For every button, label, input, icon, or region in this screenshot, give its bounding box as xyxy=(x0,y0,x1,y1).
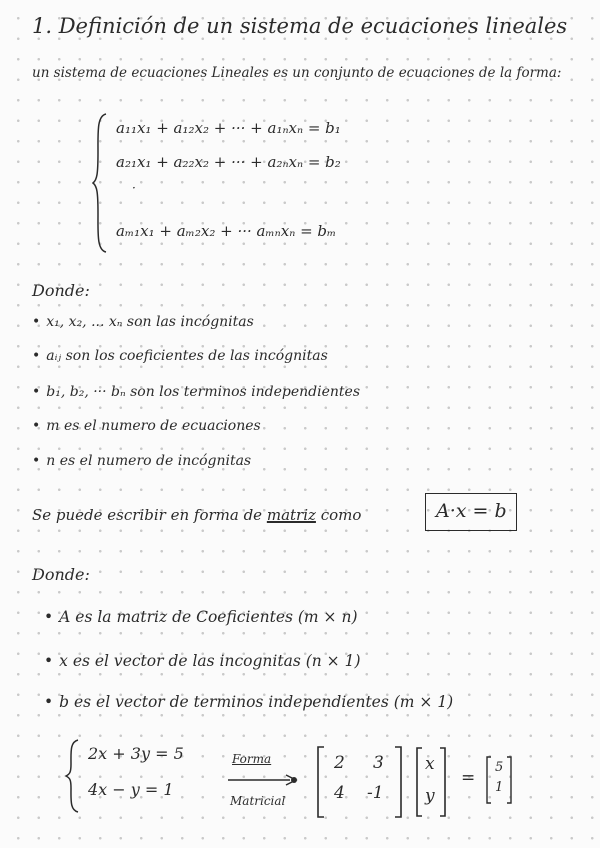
bullet-A: • A es la matriz de Coeficientes (m × n) xyxy=(44,608,358,626)
bullet-m: • m es el numero de ecuaciones xyxy=(32,418,261,434)
system-equation-m: aₘ₁x₁ + aₘ₂x₂ + ··· aₘₙxₙ = bₘ xyxy=(116,222,337,240)
vector-b-cell: 5 xyxy=(495,760,504,775)
equals-sign: = xyxy=(461,768,476,788)
bullet-b: • b es el vector de terminos independientes (m × 1) xyxy=(44,693,454,711)
vector-x-cell: x xyxy=(425,754,435,774)
donde-heading-2: Donde: xyxy=(32,565,90,584)
bullet-terminos: • b₁, b₂, ··· bₙ son los terminos independientes xyxy=(32,384,361,400)
vector-b xyxy=(484,755,514,805)
bullet-x: • x es el vector de las incognitas (n × 1) xyxy=(44,652,361,670)
system-equation-2: a₂₁x₁ + a₂₂x₂ + ··· + a₂ₙxₙ = b₂ xyxy=(116,153,341,171)
vector-x xyxy=(414,746,448,818)
arrow-icon xyxy=(226,772,302,788)
system-brace xyxy=(92,112,108,254)
arrow-label-matricial: Matricial xyxy=(230,794,286,808)
matrix-sentence: Se puede escribir en forma de matriz como xyxy=(32,506,362,524)
bullet-coeficientes: • aᵢⱼ son los coeficientes de las incógnitas xyxy=(32,348,328,364)
boxed-equation: A·x = b xyxy=(425,493,517,531)
arrow-label-forma: Forma xyxy=(232,752,272,766)
example-eq-2: 4x − y = 1 xyxy=(88,780,174,799)
matrix-A-cell: 3 xyxy=(373,753,384,773)
vector-x-cell: y xyxy=(425,786,435,806)
matriz-word: matriz xyxy=(266,506,316,524)
bullet-n: • n es el numero de incógnitas xyxy=(32,453,252,469)
vertical-dots: · xyxy=(132,181,136,195)
intro-text: un sistema de ecuaciones Lineales es un conjunto de ecuaciones de la forma: xyxy=(32,65,562,81)
donde-heading-1: Donde: xyxy=(32,281,90,300)
vector-b-cell: 1 xyxy=(495,780,504,795)
matrix-A-cell: -1 xyxy=(367,783,384,803)
page-title: 1. Definición de un sistema de ecuaciones lineales xyxy=(32,14,568,38)
example-brace xyxy=(64,738,80,814)
matrix-A xyxy=(315,745,405,819)
system-equation-1: a₁₁x₁ + a₁₂x₂ + ··· + a₁ₙxₙ = b₁ xyxy=(116,119,341,137)
matrix-A-cell: 4 xyxy=(334,783,345,803)
example-eq-1: 2x + 3y = 5 xyxy=(88,744,184,763)
bullet-incognitas: • x₁, x₂, ... xₙ son las incógnitas xyxy=(32,314,254,330)
matrix-A-cell: 2 xyxy=(334,753,345,773)
